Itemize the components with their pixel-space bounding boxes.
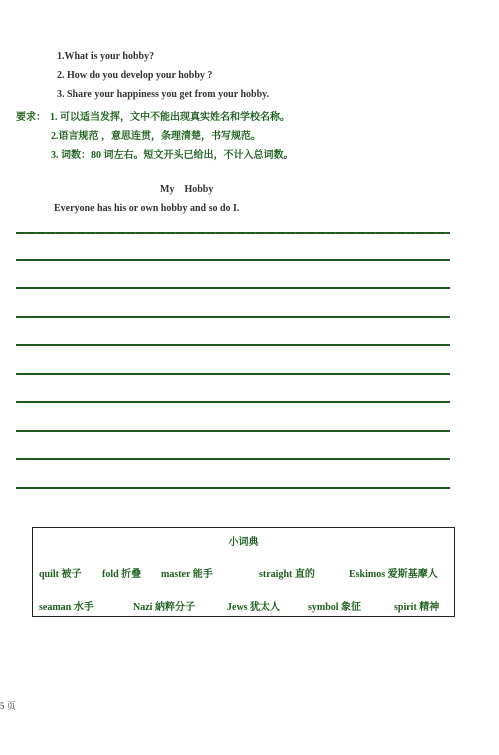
writing-line [16,401,450,403]
writing-line [16,287,450,289]
writing-line [16,487,450,489]
requirement-1: 1. 可以适当发挥，文中不能出现真实姓名和学校名称。 [50,112,290,123]
writing-line [16,458,450,460]
glossary-word: Nazi 納粹分子 [133,602,195,613]
glossary-word: spirit 精神 [394,602,440,613]
glossary-word: master 能手 [161,569,213,580]
question-3: 3. Share your happiness you get from your hobby. [57,89,270,100]
glossary-box [32,527,455,617]
writing-line [16,259,450,261]
writing-line [16,344,450,346]
question-1: 1.What is your hobby? [57,51,155,62]
glossary-word: fold 折叠 [102,569,142,580]
essay-title: My Hobby [160,184,214,195]
glossary-word: seaman 水手 [39,602,94,613]
glossary-word: Jews 犹太人 [227,602,281,613]
requirements-label: 要求： [16,112,46,123]
requirement-2: 2.语言规范 ，意思连贯，条理清楚，书写规范。 [51,131,261,142]
writing-line [16,316,450,318]
glossary-title: 小词典 [228,537,259,548]
glossary-word: Eskimos 爱斯基摩人 [349,569,438,580]
writing-line [16,430,450,432]
essay-first-sentence: Everyone has his or own hobby and so do I. [54,203,240,214]
glossary-word: quilt 被子 [39,569,82,580]
writing-line [16,232,450,234]
requirement-3: 3. 词数：80 词左右。短文开头已给出，不计入总词数。 [51,150,294,161]
glossary-word: symbol 象征 [308,602,362,613]
glossary-word: straight 直的 [259,569,315,580]
question-2: 2. How do you develop your hobby ? [57,70,213,81]
page-number: 5 页 [0,701,16,711]
writing-line [16,373,450,375]
